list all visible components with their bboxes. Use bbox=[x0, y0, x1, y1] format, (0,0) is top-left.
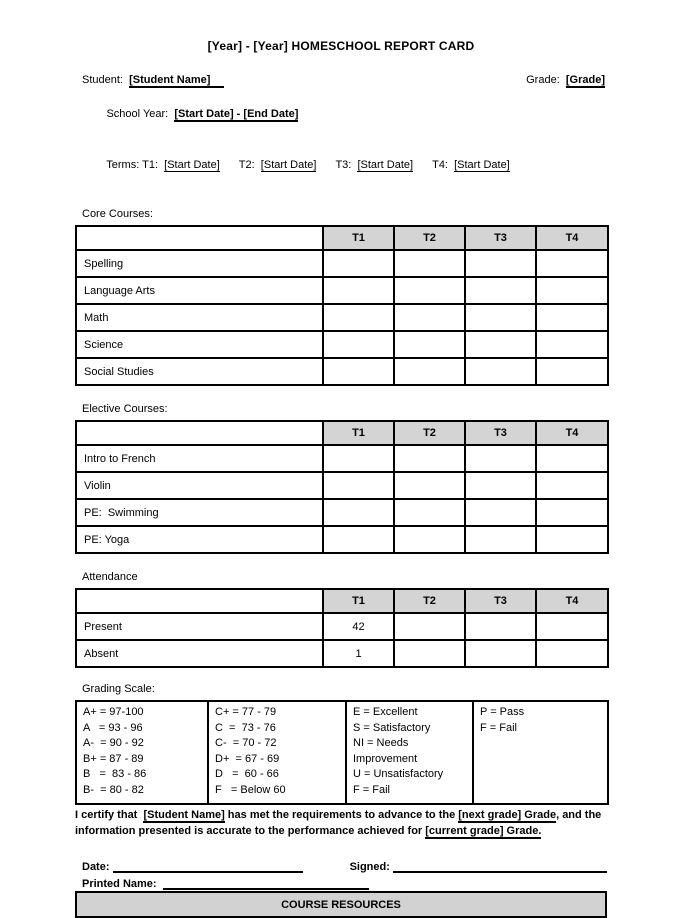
table-row bbox=[76, 499, 608, 526]
grade-cell bbox=[465, 499, 536, 526]
attendance-cell: 1 bbox=[323, 640, 394, 667]
table-header-row bbox=[76, 421, 608, 445]
signed-signature-line bbox=[393, 859, 607, 873]
grading-scale-row bbox=[76, 701, 608, 804]
certification-statement bbox=[75, 807, 607, 839]
term-4-value: [Start Date] bbox=[454, 159, 510, 171]
printed-name-row bbox=[82, 873, 607, 890]
elective-courses-label: Elective Courses: bbox=[82, 403, 168, 415]
corner-cell bbox=[76, 589, 323, 613]
grading-scale-entry: C = 73 - 76 bbox=[215, 721, 276, 734]
elective-courses-table bbox=[75, 420, 609, 554]
corner-cell bbox=[76, 421, 323, 445]
attendance-section bbox=[75, 570, 607, 668]
grade-cell bbox=[465, 277, 536, 304]
grading-scale-entry: D+ = 67 - 69 bbox=[215, 752, 280, 765]
attendance-row-name: Absent bbox=[76, 640, 323, 667]
grading-scale-entry: E = Excellent bbox=[353, 706, 418, 718]
grade-cell bbox=[323, 277, 394, 304]
grade-cell bbox=[536, 526, 608, 553]
grade-cell bbox=[323, 331, 394, 358]
attendance-cell bbox=[465, 640, 536, 667]
grade-cell bbox=[465, 358, 536, 385]
elective-courses-section bbox=[75, 402, 607, 554]
col-header-t1: T1 bbox=[323, 589, 394, 613]
col-header-t2: T2 bbox=[394, 226, 465, 250]
grade-cell bbox=[323, 472, 394, 499]
grade-cell bbox=[394, 358, 465, 385]
student-label: Student: bbox=[82, 74, 130, 86]
grade-cell bbox=[465, 445, 536, 472]
course-name: PE: Swimming bbox=[76, 499, 323, 526]
corner-cell bbox=[76, 226, 323, 250]
school-year-value: [Start Date] - [End Date] bbox=[174, 108, 299, 120]
attendance-cell bbox=[536, 613, 608, 640]
course-name: Language Arts bbox=[76, 277, 323, 304]
grade-cell bbox=[536, 277, 608, 304]
grading-scale-letter-column bbox=[76, 701, 208, 804]
grading-scale-esni-column bbox=[346, 701, 473, 804]
printed-name-line bbox=[163, 876, 369, 890]
table-row bbox=[76, 472, 608, 499]
table-row bbox=[76, 526, 608, 553]
table-row bbox=[76, 277, 608, 304]
grade-cell bbox=[465, 250, 536, 277]
grade-cell bbox=[323, 526, 394, 553]
term-3-value: [Start Date] bbox=[357, 159, 414, 171]
term-3 bbox=[335, 159, 413, 171]
grading-scale-entry: B+ = 87 - 89 bbox=[83, 752, 144, 765]
term-1-value: [Start Date] bbox=[164, 159, 220, 171]
certify-text: has met the requirements to advance to the bbox=[224, 809, 459, 821]
date-signature-line bbox=[113, 859, 303, 873]
grading-scale-passfail-column bbox=[473, 701, 608, 804]
grading-scale-entry: A+ = 97-100 bbox=[83, 706, 144, 718]
col-header-t2: T2 bbox=[394, 589, 465, 613]
grade-cell bbox=[394, 445, 465, 472]
col-header-t1: T1 bbox=[323, 421, 394, 445]
student-name-value: [Student Name] bbox=[129, 74, 224, 88]
grading-scale-entry: F = Fail bbox=[480, 721, 517, 734]
col-header-t4: T4 bbox=[536, 421, 608, 445]
course-name: PE: Yoga bbox=[76, 526, 323, 553]
grading-scale-entry: A = 93 - 96 bbox=[83, 721, 143, 734]
grade-cell bbox=[323, 250, 394, 277]
student-field bbox=[82, 72, 224, 89]
table-header-row bbox=[76, 226, 608, 250]
certify-text: , and the information presented is accurate to the performance achieved for bbox=[75, 809, 605, 837]
attendance-cell: 42 bbox=[323, 613, 394, 640]
grade-cell bbox=[394, 250, 465, 277]
grading-scale-entry: U = Unsatisfactory bbox=[353, 768, 444, 780]
signed-label: Signed: bbox=[349, 861, 393, 873]
table-header-row bbox=[76, 589, 608, 613]
course-name: Spelling bbox=[76, 250, 323, 277]
grade-cell bbox=[536, 304, 608, 331]
certify-text: I certify that bbox=[75, 809, 144, 821]
term-1 bbox=[142, 159, 220, 171]
col-header-t3: T3 bbox=[465, 589, 536, 613]
grade-cell bbox=[536, 499, 608, 526]
certify-student-name: [Student Name] bbox=[143, 809, 225, 821]
attendance-cell bbox=[536, 640, 608, 667]
grading-scale-entry: F = Fail bbox=[353, 783, 390, 796]
core-courses-table bbox=[75, 225, 609, 386]
grade-field bbox=[526, 72, 605, 89]
grading-scale-section bbox=[75, 682, 607, 805]
table-row bbox=[76, 331, 608, 358]
grade-cell bbox=[394, 499, 465, 526]
grade-cell bbox=[536, 250, 608, 277]
term-1-label: T1: bbox=[142, 159, 165, 171]
grade-cell bbox=[465, 331, 536, 358]
grade-cell bbox=[536, 331, 608, 358]
table-row bbox=[76, 613, 608, 640]
grading-scale-entry: NI = Needs bbox=[353, 737, 409, 749]
grade-cell bbox=[394, 304, 465, 331]
term-3-label: T3: bbox=[335, 159, 358, 171]
table-row bbox=[76, 304, 608, 331]
grading-scale-entry: Improvement bbox=[353, 752, 418, 765]
course-name: Science bbox=[76, 331, 323, 358]
grade-cell bbox=[394, 472, 465, 499]
grading-scale-table bbox=[75, 700, 609, 805]
student-grade-row bbox=[82, 72, 607, 89]
student-info-block bbox=[75, 72, 607, 191]
term-2-label: T2: bbox=[238, 159, 261, 171]
grading-scale-entry: P = Pass bbox=[480, 706, 525, 718]
core-courses-label: Core Courses: bbox=[82, 208, 153, 220]
date-label: Date: bbox=[82, 861, 113, 873]
grading-scale-entry: C+ = 77 - 79 bbox=[215, 706, 277, 718]
table-row bbox=[76, 358, 608, 385]
col-header-t3: T3 bbox=[465, 226, 536, 250]
grade-cell bbox=[394, 526, 465, 553]
grade-cell bbox=[323, 358, 394, 385]
attendance-cell bbox=[465, 613, 536, 640]
grade-label: Grade: bbox=[526, 74, 566, 86]
table-row bbox=[76, 250, 608, 277]
attendance-cell bbox=[394, 640, 465, 667]
grade-cell bbox=[465, 472, 536, 499]
col-header-t1: T1 bbox=[323, 226, 394, 250]
course-name: Intro to French bbox=[76, 445, 323, 472]
grading-scale-entry: B = 83 - 86 bbox=[83, 768, 147, 780]
col-header-t4: T4 bbox=[536, 226, 608, 250]
certify-current-grade: [current grade] Grade. bbox=[425, 825, 542, 837]
grade-cell bbox=[323, 499, 394, 526]
school-year-row bbox=[82, 89, 607, 140]
term-2 bbox=[239, 159, 317, 171]
grading-scale-entry: B- = 80 - 82 bbox=[83, 783, 144, 796]
grading-scale-entry: F = Below 60 bbox=[215, 783, 286, 796]
course-resources-button[interactable]: COURSE RESOURCES bbox=[75, 891, 607, 918]
core-courses-section bbox=[75, 207, 607, 386]
course-name: Violin bbox=[76, 472, 323, 499]
attendance-cell bbox=[394, 613, 465, 640]
course-name: Math bbox=[76, 304, 323, 331]
grade-cell bbox=[536, 445, 608, 472]
grade-cell bbox=[323, 445, 394, 472]
terms-row bbox=[82, 140, 607, 191]
grading-scale-label: Grading Scale: bbox=[82, 683, 155, 695]
grade-cell bbox=[394, 277, 465, 304]
attendance-row-name: Present bbox=[76, 613, 323, 640]
printed-name-label: Printed Name: bbox=[82, 878, 163, 890]
page-title: [Year] - [Year] HOMESCHOOL REPORT CARD bbox=[207, 39, 475, 53]
col-header-t3: T3 bbox=[465, 421, 536, 445]
grading-scale-entry: A- = 90 - 92 bbox=[83, 737, 144, 749]
col-header-t2: T2 bbox=[394, 421, 465, 445]
grading-scale-entry: S = Satisfactory bbox=[353, 721, 431, 734]
grade-cell bbox=[536, 472, 608, 499]
signature-block bbox=[75, 856, 607, 918]
grade-cell bbox=[323, 304, 394, 331]
grade-cell bbox=[465, 526, 536, 553]
attendance-table bbox=[75, 588, 609, 668]
course-name: Social Studies bbox=[76, 358, 323, 385]
terms-label: Terms: bbox=[106, 159, 143, 171]
date-signed-row bbox=[82, 856, 607, 873]
term-2-value: [Start Date] bbox=[260, 159, 317, 171]
attendance-label: Attendance bbox=[82, 571, 138, 583]
grade-cell bbox=[465, 304, 536, 331]
table-row bbox=[76, 640, 608, 667]
grading-scale-letter-column-2 bbox=[208, 701, 346, 804]
table-row bbox=[76, 445, 608, 472]
school-year-label: School Year: bbox=[106, 108, 175, 120]
grade-cell bbox=[394, 331, 465, 358]
term-4 bbox=[432, 159, 510, 171]
term-4-label: T4: bbox=[432, 159, 455, 171]
grade-cell bbox=[536, 358, 608, 385]
col-header-t4: T4 bbox=[536, 589, 608, 613]
certify-next-grade: [next grade] Grade bbox=[458, 809, 557, 821]
grading-scale-entry: C- = 70 - 72 bbox=[215, 737, 277, 749]
grading-scale-entry: D = 60 - 66 bbox=[215, 768, 279, 780]
grade-value: [Grade] bbox=[565, 74, 605, 86]
